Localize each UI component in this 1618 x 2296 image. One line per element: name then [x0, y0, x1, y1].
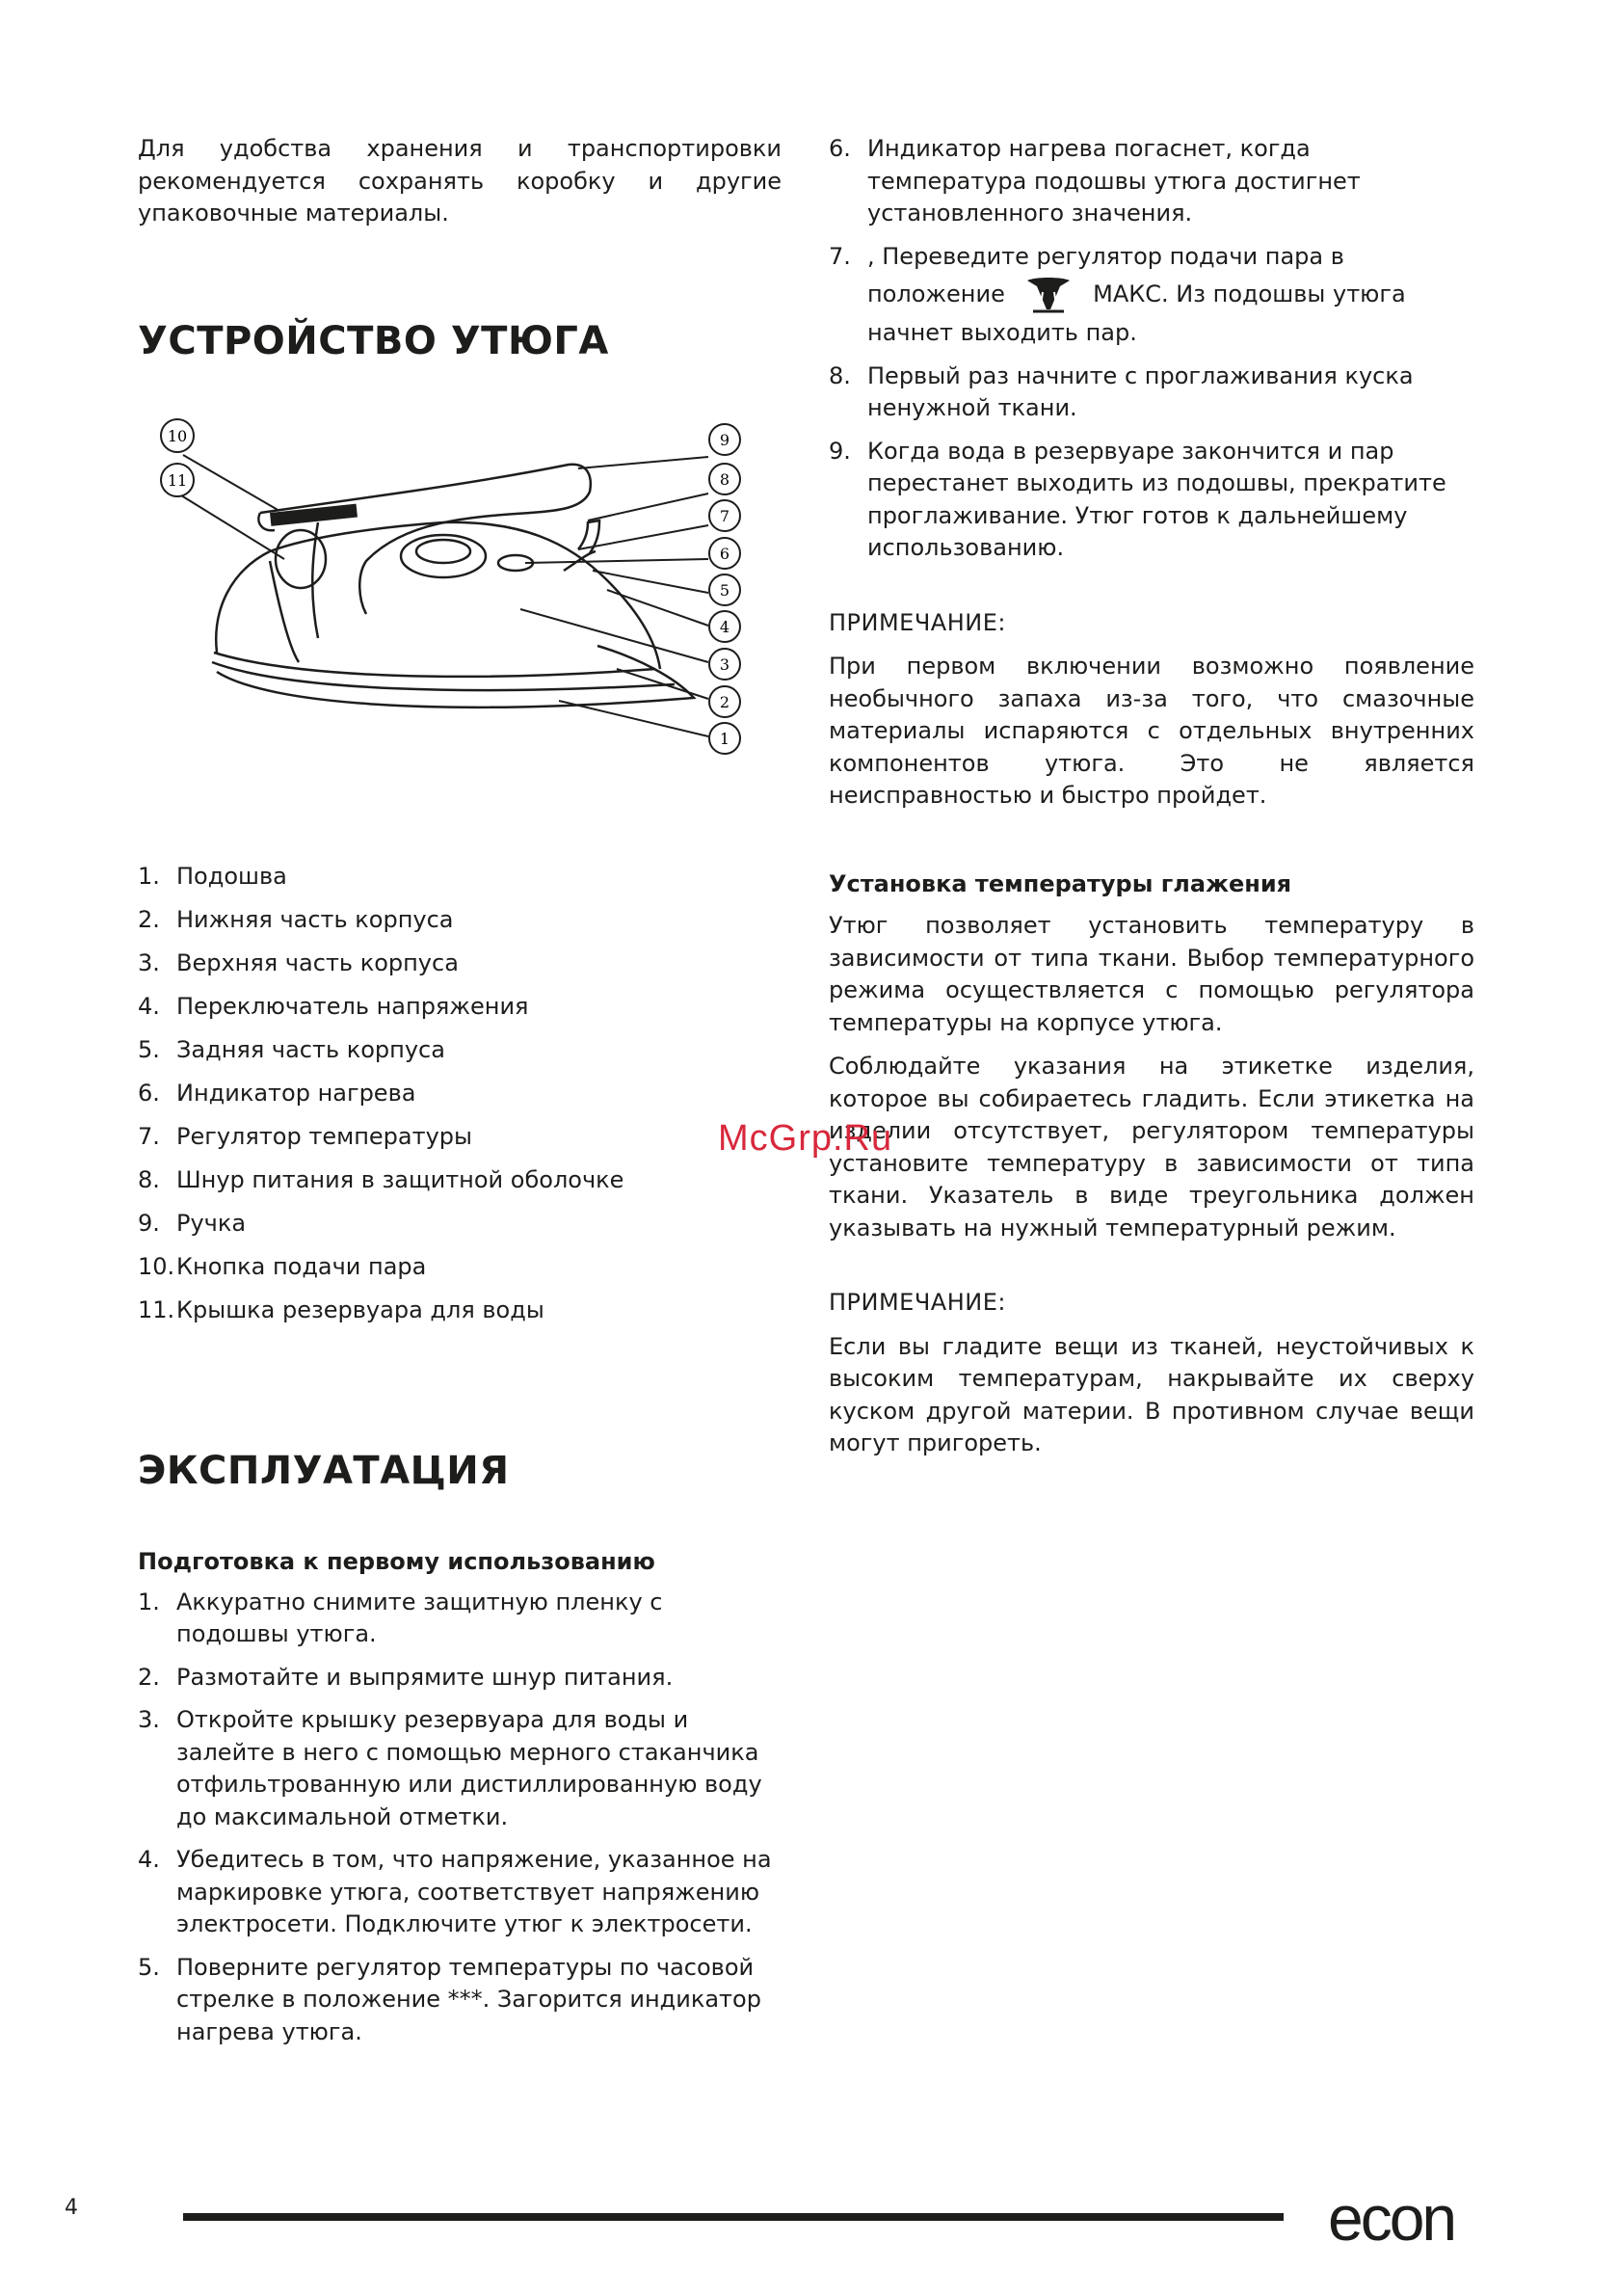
callout-6 — [709, 538, 740, 569]
list-item: 11. Крышка резервуара для воды — [138, 1296, 544, 1323]
callout-4 — [709, 611, 740, 642]
note-text: При первом включении возможно появление необычного запаха из-за того, что смазочные материалы испаряются с отдельных внутренних компонентов утюга. Это не является неисправностью и быстро пройдет. — [829, 653, 1474, 809]
svg-text:5: 5 — [719, 581, 730, 600]
note-text: Если вы гладите вещи из тканей, неустойчивых к высоким температурам, накрывайте их сверху куском другой материи. В противном случае вещи могут пригореть. — [829, 1332, 1474, 1456]
list-item: 5. Поверните регулятор температуры по часовой стрелке в положение ***. Загорится индикатор нагрева утюга. — [138, 1953, 761, 2045]
callout-10 — [161, 419, 194, 452]
callout-5 — [709, 574, 740, 605]
svg-text:4: 4 — [719, 618, 730, 636]
list-item: 9. Когда вода в резервуаре закончится и пар перестанет выходить из подошвы, прекратите проглаживание. Утюг готов к дальнейшему использованию. — [829, 437, 1446, 561]
right-column — [829, 133, 1474, 1460]
page-number: 4 — [65, 2196, 78, 2220]
list-item: 7. , Переведите регулятор подачи пара в положение МАКС. Из подошвы утюга начнет выходить пар. — [829, 242, 1406, 346]
svg-text:10: 10 — [167, 427, 188, 445]
watermark: McGrp.Ru — [718, 1118, 893, 1159]
list-item: 10. Кнопка подачи пара — [138, 1253, 427, 1280]
operation-subtitle: Подготовка к первому использованию — [138, 1548, 655, 1575]
callout-9 — [709, 424, 740, 455]
list-item: 3. Верхняя часть корпуса — [138, 949, 459, 976]
parts-list — [138, 861, 782, 1338]
list-item: 1. Аккуратно снимите защитную пленку с подошвы утюга. — [138, 1588, 663, 1647]
svg-text:1: 1 — [719, 730, 730, 748]
list-item: 4. Убедитесь в том, что напряжение, указанное на маркировке утюга, соответствует напряжению электросети. Подключите утюг к электросети. — [138, 1846, 772, 1937]
callout-2 — [709, 686, 740, 717]
section-title-operation: ЭКСПЛУАТАЦИЯ — [138, 1449, 510, 1493]
svg-text:11: 11 — [167, 471, 188, 490]
list-item: 5. Задняя часть корпуса — [138, 1036, 445, 1063]
list-item: 8. Первый раз начните с проглаживания куска ненужной ткани. — [829, 361, 1414, 421]
operation-steps — [138, 1587, 782, 2049]
list-item: 2. Размотайте и выпрямите шнур питания. — [138, 1663, 674, 1691]
svg-text:6: 6 — [719, 545, 730, 563]
list-item: 8. Шнур питания в защитной оболочке — [138, 1166, 624, 1193]
operation-steps-continued — [829, 133, 1474, 565]
steam-max-icon — [1021, 273, 1075, 317]
temperature-paragraph-1: Утюг позволяет установить температуру в зависимости от типа ткани. Выбор температурного режима осуществляется с помощью регулятора температуры на корпусе утюга. — [829, 912, 1474, 1036]
list-item: 1. Подошва — [138, 863, 287, 890]
list-item: 6. Индикатор нагрева — [138, 1080, 416, 1107]
iron-diagram — [154, 416, 752, 773]
callout-8 — [709, 464, 740, 494]
list-item: 9. Ручка — [138, 1210, 247, 1237]
callout-1 — [709, 723, 740, 754]
list-item: 7. Регулятор температуры — [138, 1123, 472, 1150]
section-title-device: УСТРОЙСТВО УТЮГА — [138, 318, 609, 363]
svg-text:7: 7 — [719, 507, 730, 525]
intro-paragraph: Для удобства хранения и транспортировки рекомендуется сохранять коробку и другие упаковочные материалы. — [138, 135, 782, 227]
temperature-subtitle: Установка температуры глажения — [829, 869, 1292, 897]
svg-text:2: 2 — [719, 693, 730, 711]
list-item: 6. Индикатор нагрева погаснет, когда температура подошвы утюга достигнет установленного значения. — [829, 135, 1361, 227]
brand-logo: econ — [1328, 2182, 1455, 2254]
temperature-paragraph-2: Соблюдайте указания на этикетке изделия, которое вы собираетесь гладить. Если этикетка на изделии отсутствует, регулятором температуры установите температуру в зависимости от типа ткани. Указатель в виде треугольника должен указывать на нужный температурный режим. — [829, 1053, 1474, 1241]
left-column — [138, 133, 782, 363]
list-item: 3. Откройте крышку резервуара для воды и залейте в него с помощью мерного стаканчика отфильтрованную или дистиллированную воду до максимальной отметки. — [138, 1706, 762, 1830]
callout-11 — [161, 464, 194, 496]
parts-list-block — [138, 861, 782, 1338]
footer-divider — [183, 2213, 1284, 2221]
svg-text:9: 9 — [719, 431, 730, 449]
svg-text:8: 8 — [719, 470, 730, 489]
note-label: ПРИМЕЧАНИЕ: — [829, 1289, 1006, 1316]
callout-7 — [709, 500, 740, 531]
svg-text:3: 3 — [719, 655, 730, 674]
list-item: 2. Нижняя часть корпуса — [138, 906, 454, 933]
list-item: 4. Переключатель напряжения — [138, 993, 529, 1020]
note-label: ПРИМЕЧАНИЕ: — [829, 608, 1006, 636]
callout-3 — [709, 649, 740, 680]
operation-section — [138, 1449, 782, 2059]
